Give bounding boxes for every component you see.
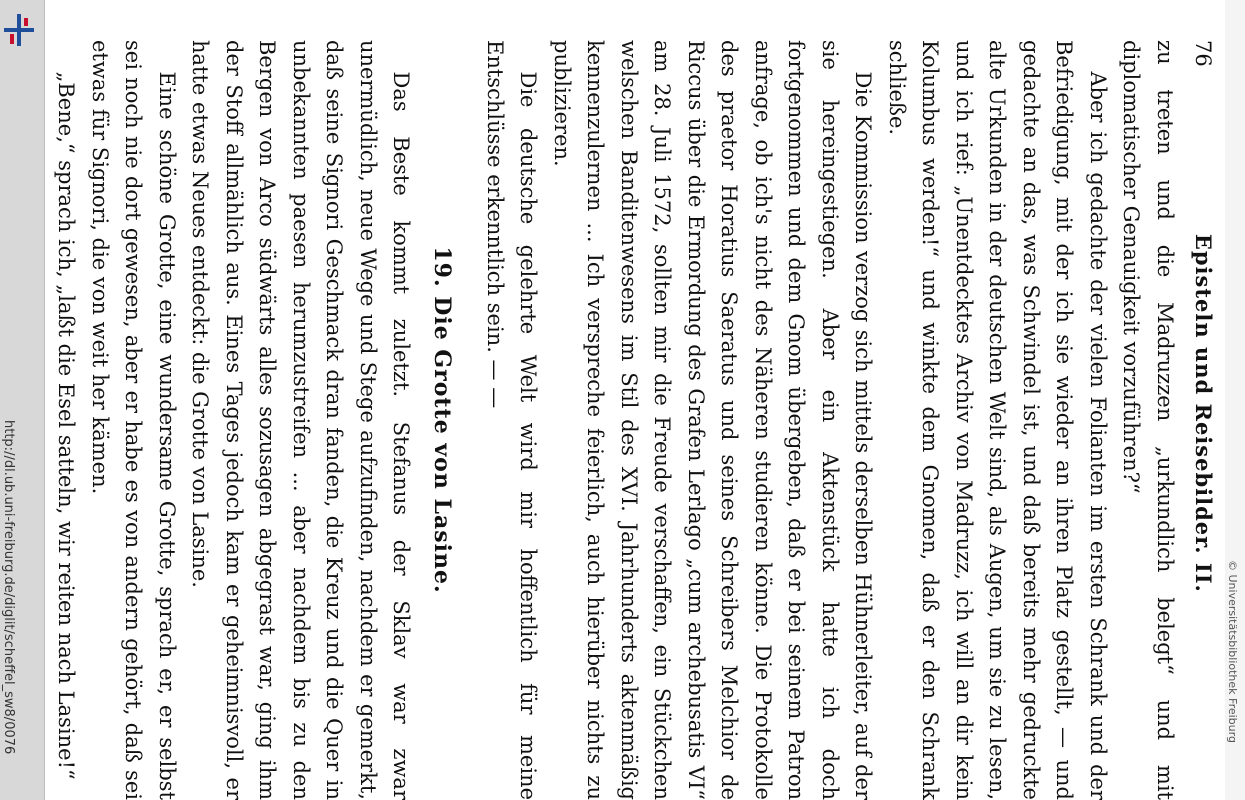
section-title: 19. Die Grotte von Lasine.: [429, 246, 456, 594]
paragraph-4: Die deutsche gelehrte Welt wird mir hoffentlich für meine Entschlüsse erkenntlich sein. — —: [483, 40, 541, 800]
right-strip-copyright: © Universitätsbibliothek Freiburg: [1226, 560, 1239, 743]
library-logo-icon: [4, 14, 36, 46]
page-number: 76: [1191, 40, 1215, 67]
paragraph-1: zu treten und die Madruzzen „urkundlich belegt“ und mit diplomatischer Genauigkeit vorzuführen?“: [1119, 40, 1177, 800]
running-title: Episteln und Reisebilder. II.: [1191, 233, 1216, 593]
source-url[interactable]: http://dl.ub.uni-freiburg.de/diglit/scheffel_sw8/0076: [1, 420, 16, 755]
paragraph-3: Die Kommission verzog sich mittels derselben Hühnerleiter, auf der sie hereingestiegen. Aber ein Aktenstück hatte ich doch fortgenommen und dem Gnom übergeben, daß er bei seinem Patron anfrage, ob ich's nicht des Näheren studieren könne. Die Protokolle des praetor Horatius Saeratus und seines Schreibers Melchior de Riccus über die Ermordung des Grafen Lerlago „cum archebusatis VI“ am 28. Juli 1572, sollten mir die Freude verschaffen, ein Stückchen welschen Banditenwesens im Stil des XVI. Jahrhunderts aktenmäßig kennenzulernen ... Ich verspreche feierlich, auch hierüber nichts zu publizieren.: [550, 40, 876, 800]
source-url-vertical: [0, 420, 16, 754]
section-paragraph-2: Eine schöne Grotte, eine wundersame Grotte, sprach er, er selbst sei noch nie dort gewesen, aber er habe es von andern gehört, daß sei etwas für Signori, die von weit her kämen.: [88, 40, 179, 800]
rotated-page-content: [54, 40, 1216, 800]
right-edge-strip: [1225, 0, 1245, 800]
page-header: [1191, 40, 1216, 800]
paragraph-2: Aber ich gedachte der vielen Folianten im ersten Schrank und der Befriedigung, mit der ich sie wieder an ihren Platz gestellt, — und gedachte an das, was Schwindel ist, und daß bereits mehr gedruckte alte Urkunden in der deutschen Welt sind, als Augen, um sie zu lesen, und ich rief: „Unentdecktes Archiv von Madruzz, ich will an dir kein Kolumbus werden!“ und winkte dem Gnomen, daß er den Schrank schließe.: [885, 40, 1110, 800]
viewer-sidebar: [0, 0, 45, 800]
section-paragraph-3: „Bene,“ sprach ich, „laßt die Esel satteln, wir reiten nach Lasine!“: [54, 71, 79, 780]
section-paragraph-1: Das Beste kommt zuletzt. Stefanus der Sklav war zwar unermüdlich, neue Wege und Stege aufzufinden, nachdem er gemerkt, daß seine Signori Geschmack dran fanden, die Kreuz und die Quer in unbekannten paesen herumzustreifen ... aber nachdem bis zu den Bergen von Arco südwärts alles sozusagen abgegrast war, ging ihm der Stoff allmählich aus. Eines Tages jedoch kam er geheimnisvoll, er hatte etwas Neues entdeckt: die Grotte von Lasine.: [188, 40, 414, 800]
scanned-page: [46, 0, 1223, 800]
